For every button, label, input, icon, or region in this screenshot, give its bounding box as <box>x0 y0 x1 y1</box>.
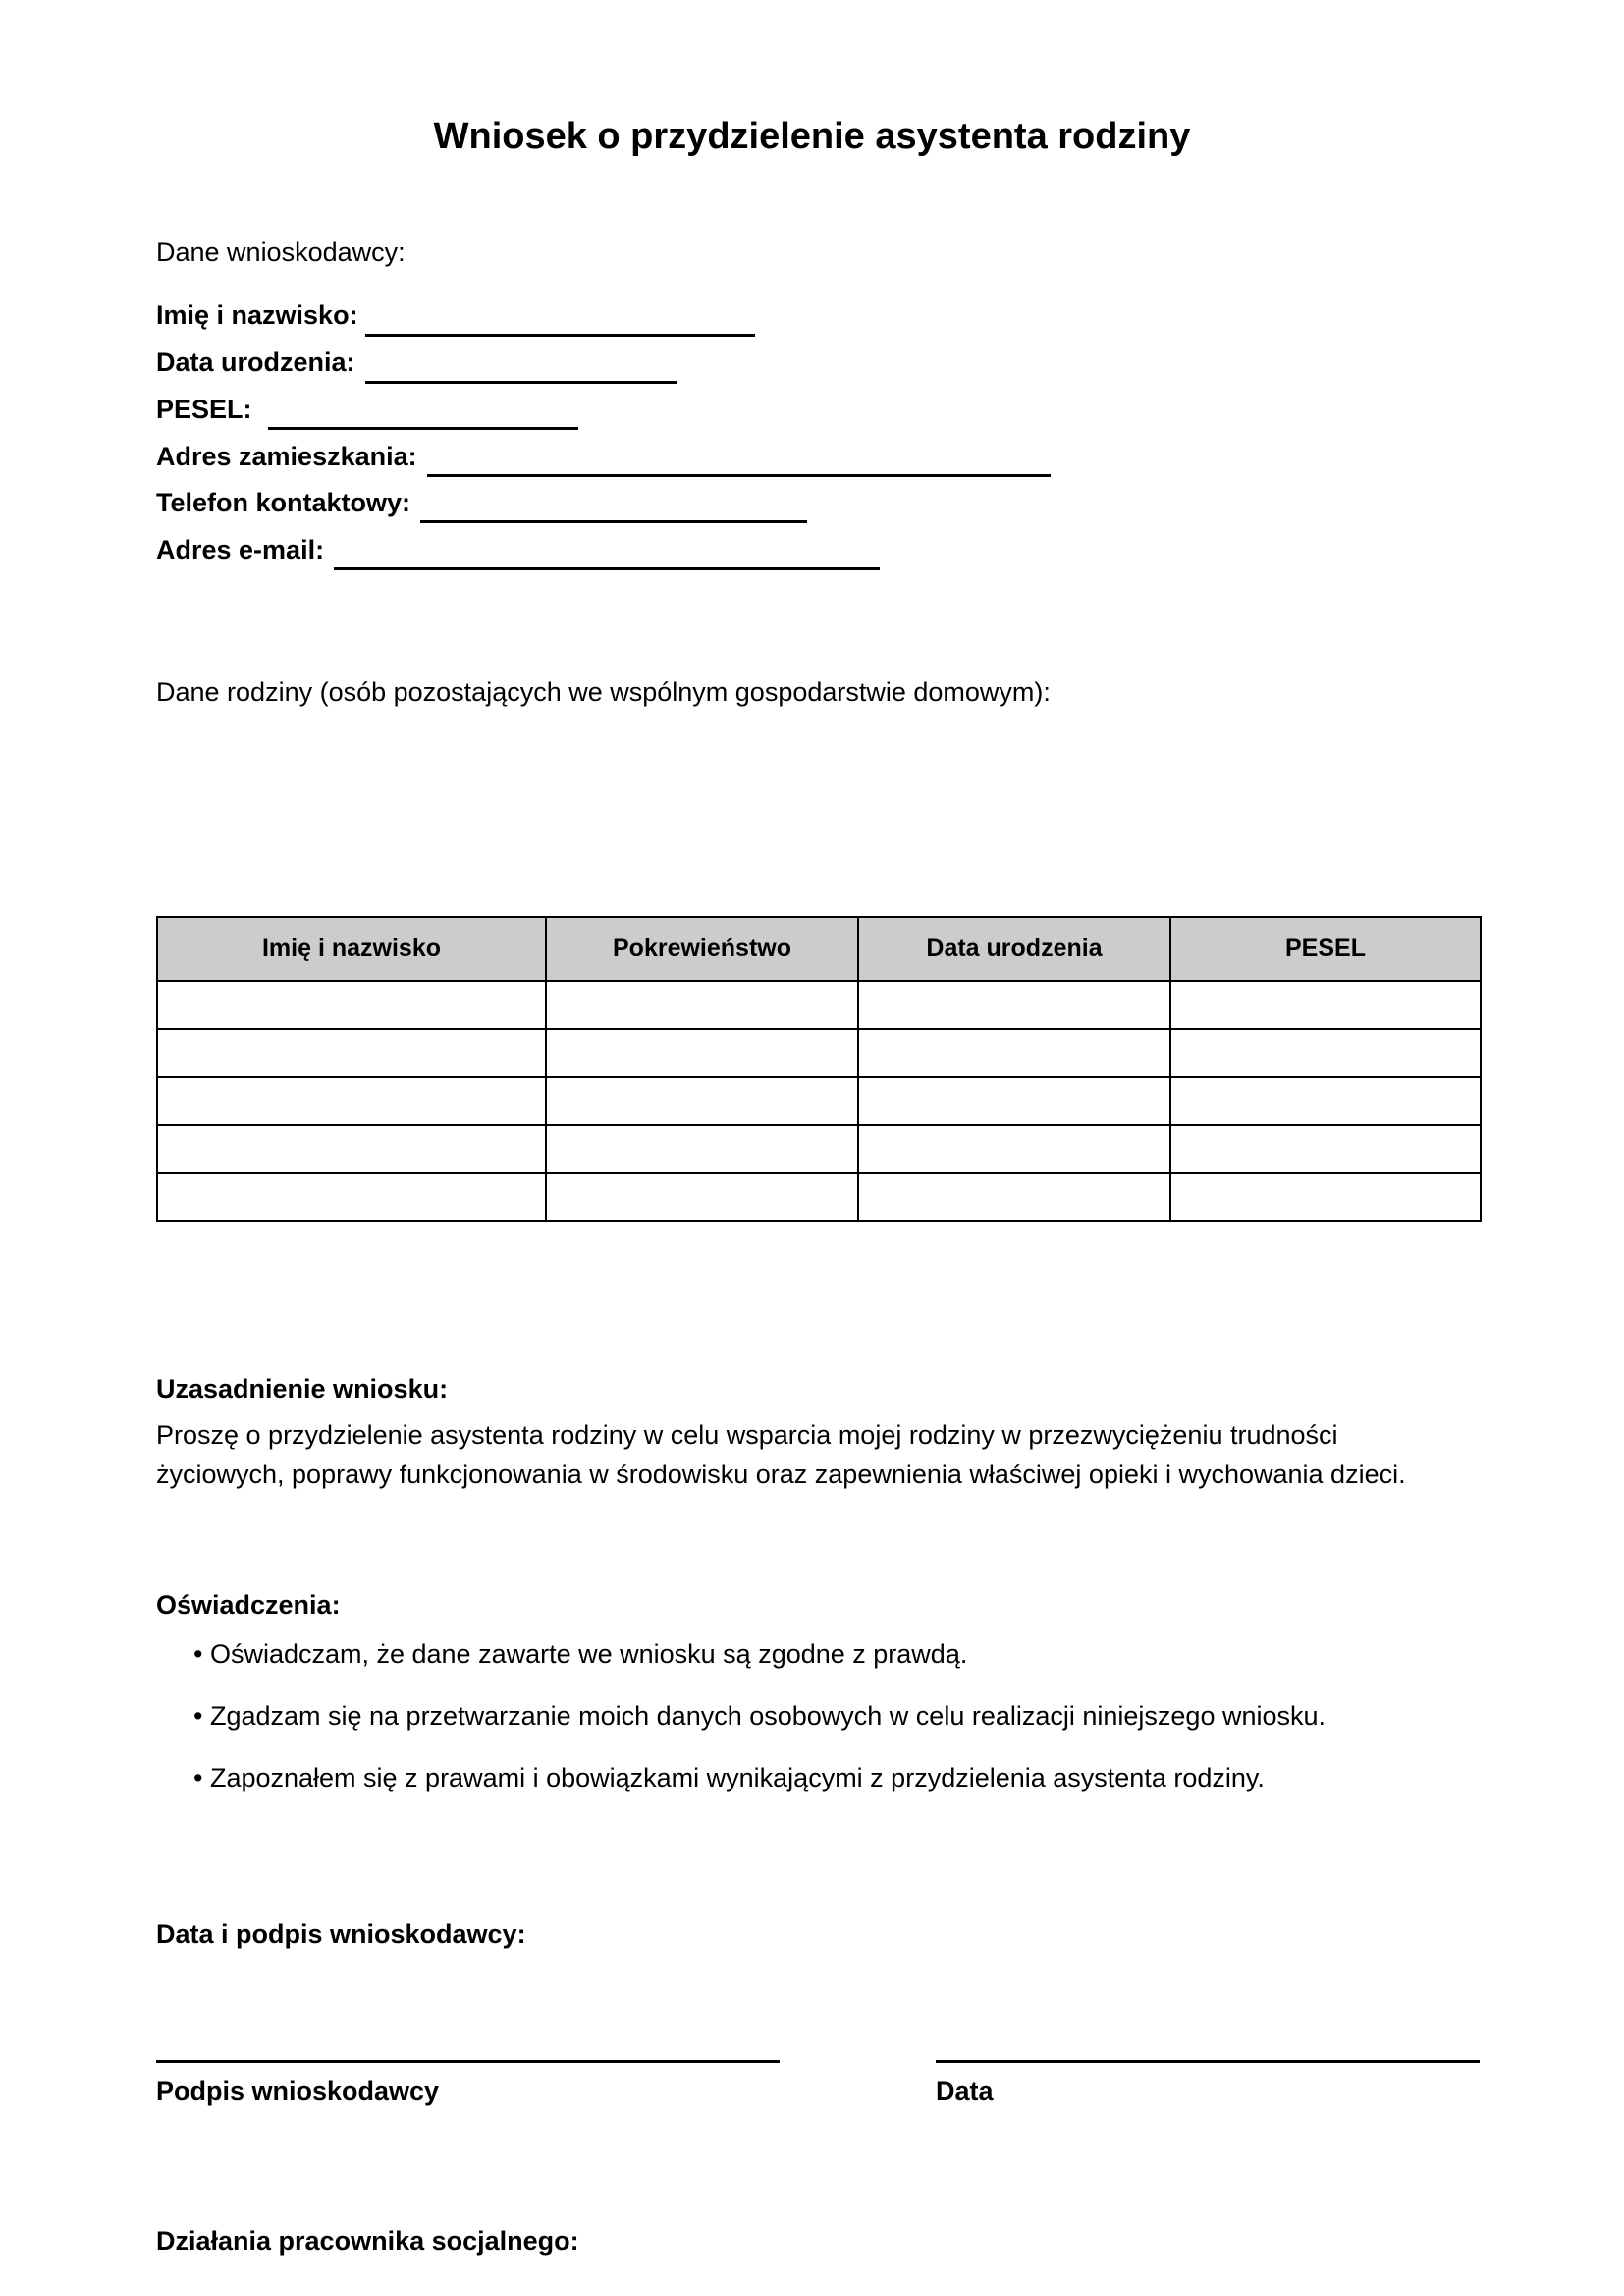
table-cell[interactable] <box>157 981 546 1029</box>
pesel-field[interactable] <box>268 427 578 430</box>
table-row <box>157 981 1481 1029</box>
table-cell[interactable] <box>157 1173 546 1221</box>
header-birth-date: Data urodzenia <box>858 917 1170 981</box>
table-cell[interactable] <box>1170 1173 1481 1221</box>
justification-line-2: życiowych, poprawy funkcjonowania w środowisku oraz zapewnienia właściwej opieki i wychowania dzieci. <box>156 1460 1406 1489</box>
table-cell[interactable] <box>157 1077 546 1125</box>
family-section-label: Dane rodziny (osób pozostających we wspólnym gospodarstwie domowym): <box>156 677 1051 707</box>
table-cell[interactable] <box>858 1077 1170 1125</box>
table-row <box>157 1173 1481 1221</box>
table-cell[interactable] <box>858 1173 1170 1221</box>
address-label: Adres zamieszkania: <box>156 442 417 471</box>
table-cell[interactable] <box>546 1077 858 1125</box>
table-row <box>157 1077 1481 1125</box>
table-cell[interactable] <box>157 1125 546 1173</box>
table-cell[interactable] <box>1170 1125 1481 1173</box>
name-label: Imię i nazwisko: <box>156 300 358 330</box>
table-cell[interactable] <box>858 1125 1170 1173</box>
declaration-item-truth: • Oświadczam, że dane zawarte we wniosku są zgodne z prawdą. <box>193 1639 968 1669</box>
page-title: Wniosek o przydzielenie asystenta rodziny <box>433 116 1191 157</box>
name-field[interactable] <box>365 334 755 337</box>
table-cell[interactable] <box>1170 1029 1481 1077</box>
header-pesel: PESEL <box>1170 917 1481 981</box>
justification-heading: Uzasadnienie wniosku: <box>156 1374 449 1404</box>
table-cell[interactable] <box>546 1125 858 1173</box>
signature-label: Podpis wnioskodawcy <box>156 2076 440 2106</box>
birth-date-label: Data urodzenia: <box>156 347 355 377</box>
applicant-section-label: Dane wnioskodawcy: <box>156 238 406 267</box>
table-cell[interactable] <box>546 1029 858 1077</box>
declarations-heading: Oświadczenia: <box>156 1590 341 1620</box>
family-table <box>156 916 1482 1222</box>
social-worker-heading: Działania pracownika socjalnego: <box>156 2226 579 2256</box>
header-name: Imię i nazwisko <box>157 917 546 981</box>
signature-heading: Data i podpis wnioskodawcy: <box>156 1919 526 1949</box>
email-field[interactable] <box>334 567 880 570</box>
birth-date-field[interactable] <box>365 381 677 384</box>
date-label: Data <box>936 2076 994 2106</box>
table-row <box>157 1125 1481 1173</box>
date-line[interactable] <box>936 2060 1480 2063</box>
table-cell[interactable] <box>1170 981 1481 1029</box>
table-cell[interactable] <box>546 1173 858 1221</box>
signature-line[interactable] <box>156 2060 780 2063</box>
phone-label: Telefon kontaktowy: <box>156 488 411 517</box>
header-relationship: Pokrewieństwo <box>546 917 858 981</box>
email-label: Adres e-mail: <box>156 535 325 564</box>
table-row <box>157 1029 1481 1077</box>
pesel-label: PESEL: <box>156 395 252 424</box>
table-cell[interactable] <box>858 981 1170 1029</box>
table-cell[interactable] <box>157 1029 546 1077</box>
address-field[interactable] <box>427 474 1051 477</box>
declaration-item-rights: • Zapoznałem się z prawami i obowiązkami wynikającymi z przydzielenia asystenta rodziny. <box>193 1763 1265 1792</box>
table-cell[interactable] <box>546 981 858 1029</box>
justification-line-1: Proszę o przydzielenie asystenta rodziny w celu wsparcia mojej rodziny w przezwyciężeniu trudności <box>156 1420 1338 1450</box>
table-header-row <box>157 917 1481 981</box>
table-cell[interactable] <box>1170 1077 1481 1125</box>
declaration-item-data-processing: • Zgadzam się na przetwarzanie moich danych osobowych w celu realizacji niniejszego wniosku. <box>193 1701 1326 1731</box>
phone-field[interactable] <box>420 520 807 523</box>
table-cell[interactable] <box>858 1029 1170 1077</box>
